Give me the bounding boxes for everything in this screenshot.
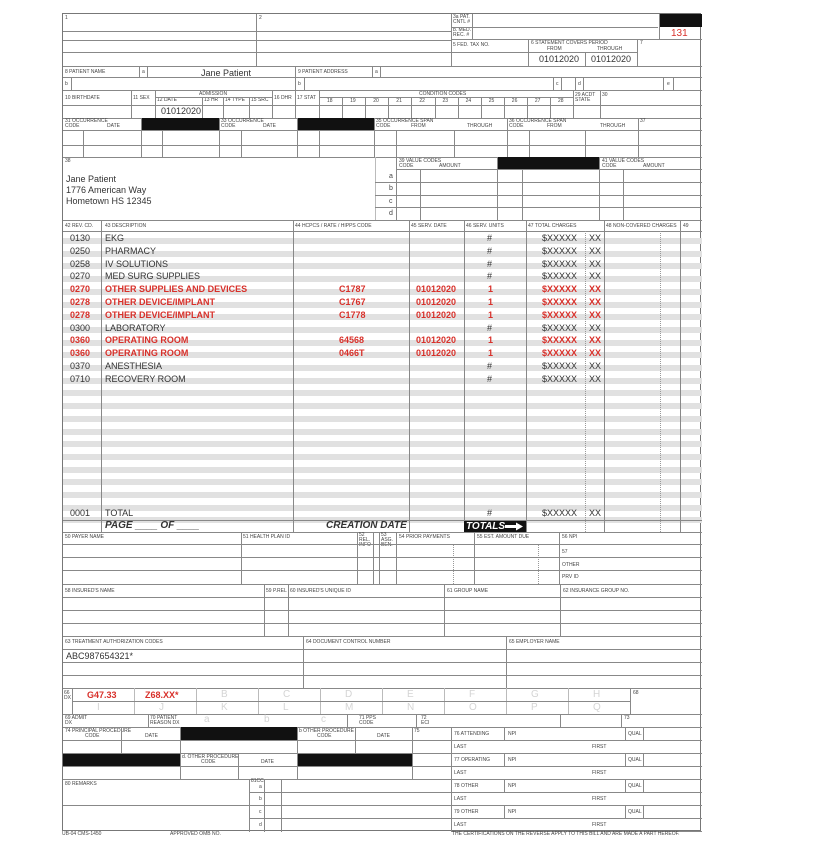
line-item-total-charges-cents: XX <box>589 297 602 307</box>
line-item-description: LABORATORY <box>105 322 166 333</box>
line-item-hcpcs-code: C1778 <box>339 309 366 320</box>
box-34-black-block <box>297 118 374 130</box>
box-52-label: 52 REL. INFO <box>359 532 371 548</box>
line-item-description: OPERATING ROOM <box>105 335 189 346</box>
responsible-party-street: 1776 American Way <box>66 185 147 195</box>
totals-label: TOTALS <box>466 521 506 532</box>
box-77-npi-label: NPI <box>508 757 517 763</box>
line-item-total-charges: $XXXXX <box>542 284 578 295</box>
value-row-c-label: c <box>389 198 393 205</box>
line-item-total-charges-cents: XX <box>589 233 602 243</box>
line-item-description: OPERATING ROOM <box>105 348 189 359</box>
box-7-label: 7 <box>640 40 643 46</box>
diagnosis-slot-h-label: H <box>593 689 601 700</box>
box-76-last-label: LAST <box>454 744 467 750</box>
box-77-first-label: FIRST <box>592 770 607 776</box>
value-row-d-label: d <box>389 210 393 217</box>
box-75-label: 75 <box>414 728 420 734</box>
line-item-service-units: 1 <box>488 284 494 295</box>
condition-code-24-label: 24 <box>465 98 472 104</box>
line-item-description: IV SOLUTIONS <box>105 258 169 269</box>
box-64-label: 64 DOCUMENT CONTROL NUMBER <box>306 639 391 645</box>
diagnosis-slot-j-label: J <box>159 702 164 713</box>
creation-date-label: CREATION DATE <box>326 520 407 531</box>
box-5-label: 5 FED. TAX NO. <box>453 42 490 48</box>
line-item-rev-code: 0250 <box>70 245 91 256</box>
box-8b-label: b <box>65 81 68 87</box>
box-9b-label: b <box>298 81 301 87</box>
line-item-rev-code: 0258 <box>70 258 91 269</box>
treatment-authorization-code: ABC987654321* <box>66 651 134 661</box>
box-36-through-label: THROUGH <box>600 123 626 129</box>
box-39-amount-label: AMOUNT <box>439 163 461 169</box>
box-80-label: 80 REMARKS <box>65 781 97 787</box>
box-79-npi-label: NPI <box>508 809 517 815</box>
line-item-service-units: # <box>487 322 493 333</box>
line-item-rev-code: 0278 <box>70 309 91 320</box>
box-74b-label: b OTHER PROCEDURE <box>299 728 355 734</box>
line-item-row <box>63 374 702 386</box>
condition-code-19-label: 19 <box>350 98 356 104</box>
line-item-service-units: 1 <box>488 297 494 307</box>
total-rev-code: 0001 <box>70 508 91 518</box>
box-78-npi-label: NPI <box>508 783 517 789</box>
line-item-rev-code: 0360 <box>70 335 91 346</box>
box-31-code-label: CODE <box>65 123 80 129</box>
diagnosis-slot-o-label: O <box>469 702 477 713</box>
box-33-date-label: DATE <box>263 123 276 129</box>
box-35-label: 35 OCCURRENCE SPAN <box>376 118 434 124</box>
box-74d-label: d. OTHER PROCEDURE <box>182 754 239 760</box>
line-item-total-charges: $XXXXX <box>542 348 578 359</box>
line-item-rev-code: 0300 <box>70 322 91 333</box>
line-item-total-charges: $XXXXX <box>542 297 578 307</box>
box-37-label: 37 <box>640 118 646 124</box>
box-79-qual-label: QUAL <box>628 809 642 815</box>
line-item-total-charges-cents: XX <box>589 271 602 282</box>
box-48-label: 48 NON-COVERED CHARGES <box>606 223 677 229</box>
box-74e-black-block <box>297 753 412 766</box>
line-item-total-charges-cents: XX <box>589 335 602 346</box>
condition-code-25-label: 25 <box>488 98 495 104</box>
line-item-total-charges: $XXXXX <box>542 309 578 320</box>
box-13-label: 13 HR <box>204 97 219 103</box>
box-74-label: 74 PRINCIPAL PROCEDURE <box>65 728 132 734</box>
condition-code-21-label: 21 <box>396 98 402 104</box>
value-row-a-label: a <box>389 173 393 180</box>
line-item-total-charges-cents: XX <box>589 348 602 359</box>
line-item-service-units: # <box>487 258 493 269</box>
box-78-qual-label: QUAL <box>628 783 642 789</box>
line-item-row <box>63 259 702 271</box>
certification-statement: THE CERTIFICATIONS ON THE REVERSE APPLY TO THIS BILL AND ARE MADE A PART HEREOF. <box>452 831 680 837</box>
box-81b-label: b <box>259 796 262 802</box>
line-item-description: RECOVERY ROOM <box>105 373 186 384</box>
line-item-service-units: # <box>487 271 493 282</box>
line-item-description: OTHER DEVICE/IMPLANT <box>105 309 216 320</box>
condition-code-27-label: 27 <box>534 98 541 104</box>
statement-from-date: 01012020 <box>539 54 580 64</box>
box-74d-date-label: DATE <box>261 759 274 765</box>
box-76-npi-label: NPI <box>508 731 517 737</box>
box-77-label: 77 OPERATING <box>454 757 491 763</box>
box-57-prv-label: PRV ID <box>562 574 579 580</box>
line-item-service-date: 01012020 <box>416 335 457 346</box>
box-17-label: 17 STAT <box>297 95 316 101</box>
arrow-right-icon <box>504 522 524 531</box>
box-79-first-label: FIRST <box>592 822 607 828</box>
reason-dx-c-label: c <box>321 714 326 725</box>
box-9d-label: d <box>578 81 581 87</box>
type-of-bill: 131 <box>671 28 688 39</box>
box-29-label: 29 ACDT STATE <box>575 92 596 103</box>
line-item-description: MED SURG SUPPLIES <box>105 271 201 282</box>
box-57-other-label: OTHER <box>562 562 580 568</box>
box-74d-code-label: CODE <box>201 759 216 765</box>
value-row-b-label: b <box>389 185 393 192</box>
box-81a-label: a <box>259 784 262 790</box>
line-item-total-charges: $XXXXX <box>542 335 578 346</box>
box-10-label: 10 BIRTHDATE <box>65 95 100 101</box>
box-30-label: 30 <box>602 92 608 98</box>
box-9a-label: a <box>375 69 378 75</box>
box-6-through-label: THROUGH <box>597 46 623 52</box>
box-78-label: 78 OTHER <box>454 783 479 789</box>
line-item-description: PHARMACY <box>105 245 157 256</box>
omb-approval: APPROVED OMB NO. <box>170 831 221 837</box>
box-31-label: 31 OCCURRENCE <box>65 118 108 124</box>
box-51-label: 51 HEALTH PLAN ID <box>243 534 291 540</box>
box-6-label: 6 STATEMENT COVERS PERIOD <box>531 40 608 46</box>
box-39-label: 39 VALUE CODES <box>399 158 442 164</box>
line-item-rev-code: 0278 <box>70 297 91 307</box>
line-item-row <box>63 323 702 335</box>
line-item-total-charges: $XXXXX <box>542 322 578 333</box>
box-77-qual-label: QUAL <box>628 757 642 763</box>
line-item-description: EKG <box>105 233 125 243</box>
box-53-label: 53 ASG. BEN. <box>381 532 393 548</box>
box-57-label: 57 <box>562 549 568 555</box>
responsible-party-city: Hometown HS 12345 <box>66 196 152 206</box>
total-row <box>63 508 702 520</box>
line-item-hcpcs-code: C1787 <box>339 284 366 295</box>
other-diagnosis-code-b: Z68.XX* <box>145 690 179 700</box>
box-41-label: 41 VALUE CODES <box>602 158 645 164</box>
box-62-label: 62 INSURANCE GROUP NO. <box>563 588 630 594</box>
box-40-black-block <box>497 157 599 169</box>
line-item-hcpcs-code: C1767 <box>339 297 366 307</box>
box-78-last-label: LAST <box>454 796 467 802</box>
box-74-code-label: CODE <box>85 733 100 739</box>
line-item-row <box>63 271 702 283</box>
line-item-row <box>63 361 702 373</box>
box-81c-label: c <box>259 809 262 815</box>
box-72-label: 72 ECI <box>421 715 430 726</box>
line-item-row <box>63 246 702 258</box>
principal-diagnosis-code: G47.33 <box>87 690 117 700</box>
line-item-row <box>63 284 702 296</box>
box-68-label: 68 <box>633 690 639 696</box>
line-item-total-charges-cents: XX <box>589 309 602 320</box>
box-1-label: 1 <box>65 15 68 21</box>
reason-dx-a-label: a <box>204 714 210 725</box>
line-item-hcpcs-code: 64568 <box>339 335 365 346</box>
box-55-label: 55 EST. AMOUNT DUE <box>477 534 530 540</box>
line-item-rev-code: 0270 <box>70 271 91 282</box>
box-41-amount-label: AMOUNT <box>643 163 665 169</box>
line-item-rev-code: 0130 <box>70 233 91 243</box>
box-14-label: 14 TYPE <box>225 97 245 103</box>
line-item-service-units: 1 <box>488 348 494 359</box>
admission-label: ADMISSION <box>199 91 228 97</box>
line-item-rev-code: 0360 <box>70 348 91 359</box>
box-36-from-label: FROM <box>547 123 562 129</box>
box-71-label: 71 PPS CODE <box>359 715 376 726</box>
box-15-label: 15 SRC <box>251 97 269 103</box>
line-item-service-date: 01012020 <box>416 348 457 359</box>
line-item-rev-code: 0370 <box>70 361 91 371</box>
line-item-total-charges: $XXXXX <box>542 271 578 282</box>
diagnosis-slot-i-label: I <box>97 702 100 713</box>
line-item-row <box>63 348 702 360</box>
box-79-label: 79 OTHER <box>454 809 479 815</box>
box-9c-label: c <box>556 81 559 87</box>
line-item-total-charges: $XXXXX <box>542 258 578 269</box>
box-36-code-label: CODE <box>509 123 524 129</box>
line-item-total-charges-cents: XX <box>589 245 602 256</box>
box-39-code-label: CODE <box>399 163 414 169</box>
ub04-claim-form <box>62 13 701 831</box>
box-31-date-label: DATE <box>107 123 120 129</box>
box-73-label: 73 <box>624 715 630 721</box>
line-item-service-units: # <box>487 245 493 256</box>
box-74-date-label: DATE <box>145 733 158 739</box>
box-74c-black-block <box>63 753 180 766</box>
box-60-label: 60 INSURED'S UNIQUE ID <box>290 588 351 594</box>
box-54-label: 54 PRIOR PAYMENTS <box>399 534 450 540</box>
diagnosis-slot-n-label: N <box>407 702 415 713</box>
box-63-label: 63 TREATMENT AUTHORIZATION CODES <box>65 639 163 645</box>
line-item-service-units: # <box>487 373 493 384</box>
box-59-label: 59 P.REL <box>266 588 287 594</box>
box-58-label: 58 INSURED'S NAME <box>65 588 115 594</box>
box-42-label: 42 REV. CD. <box>65 223 94 229</box>
box-9-label: 9 PATIENT ADDRESS <box>298 69 348 75</box>
box-81d-label: d <box>259 822 262 828</box>
diagnosis-slot-k-label: K <box>221 702 228 713</box>
box-4-black-block <box>660 14 702 27</box>
line-item-service-units: 1 <box>488 335 494 346</box>
box-76-qual-label: QUAL <box>628 731 642 737</box>
diagnosis-slot-c-label: C <box>283 689 291 700</box>
box-45-label: 45 SERV. DATE <box>411 223 447 229</box>
diagnosis-slot-m-label: M <box>345 702 354 713</box>
box-36-label: 36 OCCURRENCE SPAN <box>509 118 567 124</box>
diagnosis-slot-p-label: P <box>531 702 538 713</box>
box-61-label: 61 GROUP NAME <box>447 588 489 594</box>
box-8-label: 8 PATIENT NAME <box>65 69 106 75</box>
reason-dx-b-label: b <box>264 714 270 725</box>
line-item-total-charges-cents: XX <box>589 258 602 269</box>
line-item-total-charges: $XXXXX <box>542 361 578 371</box>
condition-code-20-label: 20 <box>373 98 379 104</box>
line-item-hcpcs-code: 0466T <box>339 348 365 359</box>
patient-name: Jane Patient <box>201 68 252 78</box>
line-item-total-charges: $XXXXX <box>542 233 578 243</box>
box-6-from-label: FROM <box>547 46 562 52</box>
line-item-total-charges-cents: XX <box>589 373 602 384</box>
total-units: # <box>487 508 493 518</box>
box-9e-label: e <box>667 81 670 87</box>
condition-code-26-label: 26 <box>511 98 518 104</box>
diagnosis-slot-b-label: B <box>221 689 228 700</box>
condition-code-28-label: 28 <box>558 98 564 104</box>
line-item-service-date: 01012020 <box>416 284 457 295</box>
line-item-service-units: 1 <box>488 309 494 320</box>
box-74b-code-label: CODE <box>317 733 332 739</box>
box-2-label: 2 <box>259 15 262 21</box>
box-3a-label: 3a PAT. CNTL # <box>453 14 471 25</box>
box-44-label: 44 HCPCS / RATE / HIPPS CODE <box>295 223 372 229</box>
line-item-service-date: 01012020 <box>416 297 457 307</box>
box-35-code-label: CODE <box>376 123 391 129</box>
box-35-from-label: FROM <box>411 123 426 129</box>
line-item-service-units: # <box>487 233 493 243</box>
diagnosis-slot-f-label: F <box>469 689 476 700</box>
diagnosis-slot-g-label: G <box>531 689 539 700</box>
box-35-through-label: THROUGH <box>467 123 493 129</box>
total-charges-cents: XX <box>589 508 602 518</box>
statement-through-date: 01012020 <box>591 54 632 64</box>
line-item-row <box>63 335 702 347</box>
diagnosis-slot-l-label: L <box>283 702 289 713</box>
box-8a-label: a <box>142 69 145 75</box>
box-16-label: 16 DHR <box>274 95 292 101</box>
diagnosis-slot-d-label: D <box>345 689 353 700</box>
line-item-row <box>63 297 702 309</box>
box-76-label: 76 ATTENDING <box>454 731 490 737</box>
box-32-black-block <box>141 118 219 130</box>
box-43-label: 43 DESCRIPTION <box>105 223 147 229</box>
line-item-description: ANESTHESIA <box>105 361 163 371</box>
box-69-label: 69 ADMIT DX <box>65 715 88 726</box>
line-item-total-charges: $XXXXX <box>542 373 578 384</box>
box-33-code-label: CODE <box>221 123 236 129</box>
diagnosis-slot-q-label: Q <box>593 702 601 713</box>
line-item-row <box>63 310 702 322</box>
box-41-code-label: CODE <box>602 163 617 169</box>
line-item-description: OTHER SUPPLIES AND DEVICES <box>105 284 248 295</box>
box-50-label: 50 PAYER NAME <box>65 534 104 540</box>
line-item-total-charges-cents: XX <box>589 322 602 333</box>
line-item-service-units: # <box>487 361 493 371</box>
box-78-first-label: FIRST <box>592 796 607 802</box>
box-11-label: 11 SEX <box>133 95 150 101</box>
box-79-last-label: LAST <box>454 822 467 828</box>
line-item-rev-code: 0270 <box>70 284 91 295</box>
totals-banner <box>464 521 526 532</box>
condition-code-23-label: 23 <box>442 98 449 104</box>
total-charges: $XXXXX <box>542 508 578 518</box>
box-12-label: 12 DATE <box>157 97 177 103</box>
diagnosis-slot-e-label: E <box>407 689 414 700</box>
line-item-description: OTHER DEVICE/IMPLANT <box>105 297 216 307</box>
box-46-label: 46 SERV. UNITS <box>466 223 504 229</box>
box-65-label: 65 EMPLOYER NAME <box>509 639 560 645</box>
box-81-label: 81CC <box>251 778 264 784</box>
form-id: UB-04 CMS-1450 <box>62 831 102 837</box>
line-item-rev-code: 0710 <box>70 373 91 384</box>
line-item-service-date: 01012020 <box>416 309 457 320</box>
box-38-label: 38 <box>65 158 71 164</box>
condition-codes-label: CONDITION CODES <box>419 91 467 97</box>
line-item-total-charges-cents: XX <box>589 284 602 295</box>
box-70-label: 70 PATIENT REASON DX <box>150 715 180 726</box>
box-3b-label: b. MED. REC. # <box>453 27 472 38</box>
condition-code-18-label: 18 <box>327 98 333 104</box>
box-74b-date-label: DATE <box>377 733 390 739</box>
box-47-label: 47 TOTAL CHARGES <box>528 223 577 229</box>
box-77-last-label: LAST <box>454 770 467 776</box>
box-33-label: 33 OCCURRENCE <box>221 118 264 124</box>
condition-code-22-label: 22 <box>419 98 425 104</box>
box-66-label: 66 DX <box>64 690 71 701</box>
box-56-label: 56 NPI <box>562 534 578 540</box>
box-76-first-label: FIRST <box>592 744 607 750</box>
box-74a-black-block <box>180 727 297 740</box>
box-49-label: 49 <box>683 223 689 229</box>
total-label: TOTAL <box>105 508 134 518</box>
line-item-row <box>63 233 702 245</box>
admission-date: 01012020 <box>161 106 202 116</box>
responsible-party-name: Jane Patient <box>66 174 117 184</box>
line-item-total-charges: $XXXXX <box>542 245 578 256</box>
line-item-total-charges-cents: XX <box>589 361 602 371</box>
page-of-label: PAGE ____ OF ____ <box>105 520 200 531</box>
